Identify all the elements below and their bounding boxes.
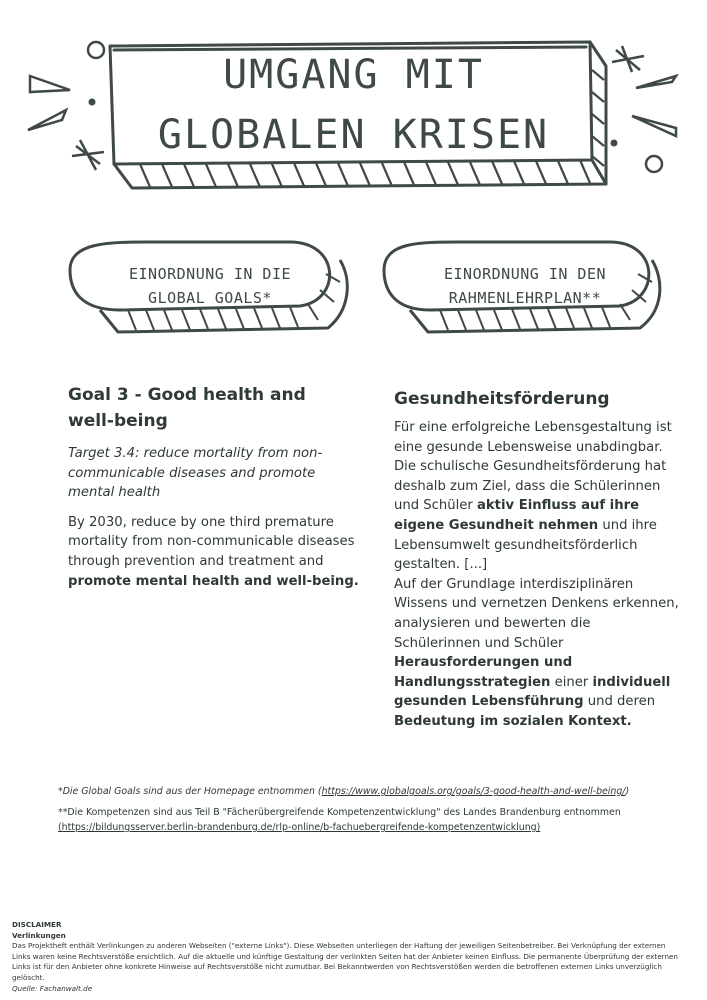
curriculum-text: und deren (583, 694, 656, 710)
disclaimer-source: Quelle: Fachanwalt.de (12, 983, 93, 993)
pill-global-goals (90, 262, 330, 310)
disclaimer-line: Links waren keine Rechtsverstöße ersichtlich. Auf die aktuelle und künftige Gestaltung der verlinkten Seiten hat der Anbieter keinen Einfluss. Die permanente Überprüfung der externen (12, 951, 678, 961)
left-column (68, 382, 368, 591)
curriculum-line (394, 516, 694, 536)
curriculum-line: gestalten. [...] (394, 557, 488, 573)
curriculum-line: eine gesunde Lebensweise unabdingbar. (394, 439, 663, 455)
curriculum-body (394, 418, 694, 732)
curriculum-heading: Gesundheitsförderung (394, 389, 610, 409)
curriculum-line: Lebensumwelt gesundheitsförderlich (394, 537, 638, 553)
goal-body-bold: promote mental health and well-being. (68, 573, 359, 589)
curriculum-line: Auf der Grundlage interdisziplinären (394, 576, 634, 592)
disclaimer-title: DISCLAIMER (12, 920, 62, 929)
goal-body-line: through prevention and treatment and (68, 553, 324, 569)
footnote-text: ) (625, 786, 630, 797)
target-line: mental health (68, 485, 161, 501)
disclaimer-line: Das Projektheft enthält Verlinkungen zu anderen Webseiten ("externe Links"). Diese Webseiten unterliegen der Haftung der jeweiligen Seitenbetreiber. Bei Verknüpfung der externen (12, 941, 666, 951)
curriculum-bold: eigene Gesundheit nehmen (394, 517, 599, 533)
curriculum-text: und ihre (598, 517, 657, 533)
title-banner (0, 0, 707, 200)
footnote-global-goals (58, 784, 698, 799)
curriculum-line: Die schulische Gesundheitsförderung hat (394, 459, 667, 475)
pill-rahmenlehrplan-line2: RAHMENLEHRPLAN** (448, 289, 602, 307)
curriculum-bold: Herausforderungen und (394, 655, 573, 671)
pill-global-goals-line1: EINORDNUNG IN DIE (128, 265, 292, 283)
target-line: Target 3.4: reduce mortality from non- (68, 446, 323, 461)
right-column (394, 386, 694, 732)
curriculum-text: einer (550, 674, 593, 690)
curriculum-line (394, 496, 694, 516)
goal-heading-line1: Goal 3 - Good health and (68, 385, 306, 405)
target-line: communicable diseases and promote (68, 465, 316, 481)
disclaimer (12, 920, 700, 994)
target-text (68, 444, 368, 503)
goal-heading (68, 382, 368, 434)
goal-body (68, 513, 368, 591)
page-title-line1: UMGANG MIT (223, 52, 484, 98)
curriculum-text: und Schüler (394, 498, 478, 514)
curriculum-line: Für eine erfolgreiche Lebensgestaltung ist (394, 420, 672, 435)
footnote-text: **Die Kompetenzen sind aus Teil B "Fächerübergreifende Kompetenzentwicklung" des Landes Brandenburg entnommen (58, 807, 621, 818)
curriculum-bold: individuell (592, 674, 671, 690)
bildungsserver-link[interactable]: (https://bildungsserver.berlin-brandenburg.de/rlp-online/b-fachuebergreifende-kompetenzentwicklung) (58, 822, 541, 833)
curriculum-line: Schülerinnen und Schüler (394, 635, 564, 651)
goal-heading-line2: well-being (68, 411, 168, 431)
curriculum-line (394, 673, 694, 693)
disclaimer-line: gelöscht. (12, 972, 45, 982)
curriculum-line: deshalb zum Ziel, dass die Schülerinnen (394, 478, 661, 494)
globalgoals-link[interactable]: https://www.globalgoals.org/goals/3-good-health-and-well-being/ (321, 786, 626, 797)
curriculum-line: analysieren und bewerten die (394, 615, 591, 631)
pill-global-goals-line2: GLOBAL GOALS* (148, 289, 272, 307)
curriculum-bold: aktiv Einfluss auf ihre (477, 498, 640, 514)
curriculum-line (394, 692, 694, 712)
footnote-kompetenzen (58, 805, 698, 835)
goal-body-line: mortality from non-communicable diseases (68, 534, 355, 550)
curriculum-line (394, 712, 694, 732)
curriculum-line: Wissens und vernetzen Denkens erkennen, (394, 596, 679, 612)
disclaimer-subtitle: Verlinkungen (12, 930, 66, 940)
curriculum-bold: Bedeutung im sozialen Kontext. (394, 713, 632, 729)
page-title-line2: GLOBALEN KRISEN (157, 112, 550, 158)
pill-rahmenlehrplan (400, 262, 650, 310)
footnote-text: *Die Global Goals sind aus der Homepage entnommen ( (58, 786, 322, 797)
curriculum-line (394, 653, 694, 673)
curriculum-bold: gesunden Lebensführung (394, 694, 584, 710)
curriculum-bold: Handlungsstrategien (394, 674, 551, 690)
goal-body-line: By 2030, reduce by one third premature (68, 514, 334, 530)
disclaimer-line: Links ist für den Anbieter ohne konkrete Hinweise auf Rechtsverstöße nicht zumutbar. Bei Bekanntwerden von Rechtsverstößen werden die betroffenen externen Links unverzüglich (12, 962, 662, 972)
pill-rahmenlehrplan-line1: EINORDNUNG IN DEN (443, 265, 607, 283)
